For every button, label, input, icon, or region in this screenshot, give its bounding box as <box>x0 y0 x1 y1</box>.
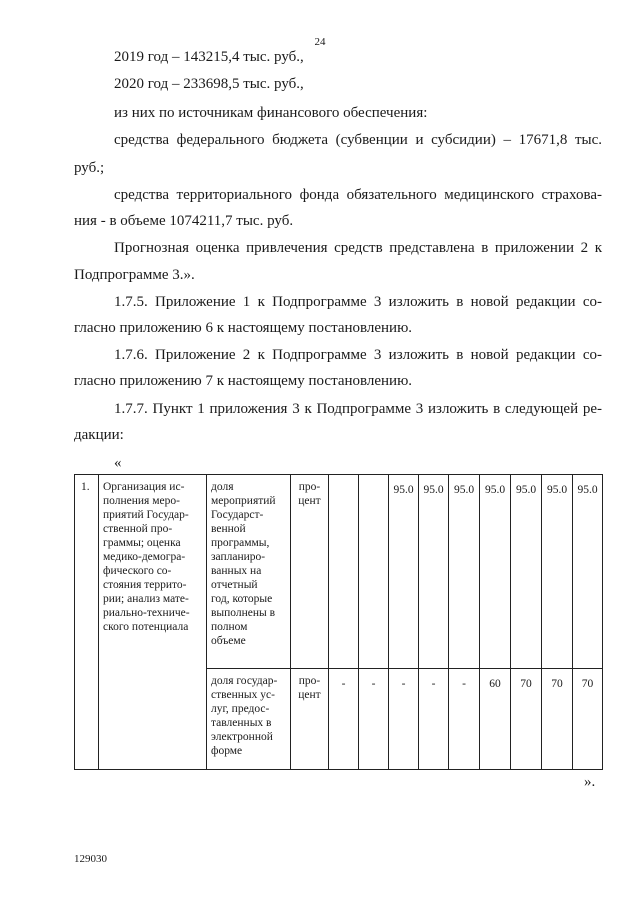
table-row <box>75 475 603 669</box>
indicator-line: программы, <box>211 537 270 549</box>
text-line-territorial-2: ния - в объеме 1074211,7 тыс. руб. <box>74 213 294 229</box>
indicator-line: объеме <box>211 635 246 647</box>
opening-quote: « <box>114 455 122 471</box>
indicator-line: доля государ- <box>211 675 278 687</box>
indicator-line: полном <box>211 621 248 633</box>
footer-document-code: 129030 <box>74 853 107 865</box>
text-line-item-176-2: гласно приложению 7 к настоящему постановлению. <box>74 373 413 389</box>
text-line-item-177-2: дакции: <box>74 427 124 443</box>
event-line: ского потенциала <box>103 621 189 633</box>
indicator-line: выполнены в <box>211 607 276 619</box>
indicator-line: ственных ус- <box>211 689 275 701</box>
unit-line: про- <box>298 481 321 493</box>
value-cell: 70 <box>511 669 542 770</box>
event-line: ственной про- <box>103 523 173 535</box>
value-cell: 95.0 <box>511 475 542 669</box>
value-cell: - <box>419 669 449 770</box>
text-line-federal-1: средства федерального бюджета (субвенции и субсидии) – 17671,8 тыс. <box>114 132 602 148</box>
indicator-line: тавленных в <box>211 717 272 729</box>
value-cell: 95.0 <box>389 475 419 669</box>
event-line: фического со- <box>103 565 172 577</box>
indicator-line: доля <box>211 481 234 493</box>
value-cell: 95.0 <box>542 475 573 669</box>
text-line-sources-intro: из них по источникам финансового обеспечения: <box>114 105 428 121</box>
value-cell: 95.0 <box>449 475 480 669</box>
indicator-line: форме <box>211 745 243 757</box>
value-cell <box>359 475 389 669</box>
value-cell: 70 <box>573 669 603 770</box>
text-line-item-175-1: 1.7.5. Приложение 1 к Подпрограмме 3 изложить в новой редакции со- <box>114 294 602 310</box>
value-cell: 70 <box>542 669 573 770</box>
indicator-table <box>74 474 603 770</box>
text-line-item-176-1: 1.7.6. Приложение 2 к Подпрограмме 3 изложить в новой редакции со- <box>114 347 602 363</box>
text-line-item-175-2: гласно приложению 6 к настоящему постановлению. <box>74 320 413 336</box>
value-cell: - <box>389 669 419 770</box>
value-cell: - <box>359 669 389 770</box>
value-cell: - <box>449 669 480 770</box>
indicator-line: ванных на <box>211 565 262 577</box>
unit-line: цент <box>298 495 321 507</box>
event-line: Организация ис- <box>103 481 185 493</box>
row-number-cell: 1. <box>75 475 99 770</box>
text-line-federal-2: руб.; <box>74 160 105 176</box>
closing-quote: ». <box>584 774 596 790</box>
event-line: стояния террито- <box>103 579 187 591</box>
page-number: 24 <box>314 36 326 48</box>
text-line-2020: 2020 год – 233698,5 тыс. руб., <box>114 76 304 92</box>
text-line-2019: 2019 год – 143215,4 тыс. руб., <box>114 49 304 65</box>
indicator-line: год, которые <box>211 593 273 605</box>
value-cell: 95.0 <box>573 475 603 669</box>
unit-line: про- <box>298 675 321 687</box>
text-line-forecast-2: Подпрограмме 3.». <box>74 267 195 283</box>
indicator-line: венной <box>211 523 246 535</box>
event-line: риально-техниче- <box>103 607 190 619</box>
unit-line: цент <box>298 689 321 701</box>
indicator-line: луг, предос- <box>211 703 270 715</box>
event-description-cell <box>99 475 207 770</box>
text-line-item-177-1: 1.7.7. Пункт 1 приложения 3 к Подпрограмме 3 изложить в следующей ре- <box>114 401 602 417</box>
unit-cell <box>291 475 329 669</box>
event-line: медико-демогра- <box>103 551 186 563</box>
text-line-territorial-1: средства территориального фонда обязательного медицинского страхова- <box>114 187 602 203</box>
event-line: рии; анализ матe- <box>103 593 189 605</box>
value-cell: 95.0 <box>419 475 449 669</box>
event-line: граммы; оценка <box>103 537 181 549</box>
indicator-cell <box>207 669 291 770</box>
value-cell: 95.0 <box>480 475 511 669</box>
text-line-forecast-1: Прогнозная оценка привлечения средств представлена в приложении 2 к <box>114 240 602 256</box>
event-line: полнения меро- <box>103 495 180 507</box>
indicator-line: электронной <box>211 731 273 743</box>
indicator-line: запланиро- <box>211 551 266 563</box>
value-cell <box>329 475 359 669</box>
unit-cell <box>291 669 329 770</box>
indicator-line: Государст- <box>211 509 264 521</box>
indicator-cell <box>207 475 291 669</box>
indicator-line: мероприятий <box>211 495 276 507</box>
indicator-line: отчетный <box>211 579 258 591</box>
value-cell: 60 <box>480 669 511 770</box>
event-line: приятий Государ- <box>103 509 189 521</box>
value-cell: - <box>329 669 359 770</box>
